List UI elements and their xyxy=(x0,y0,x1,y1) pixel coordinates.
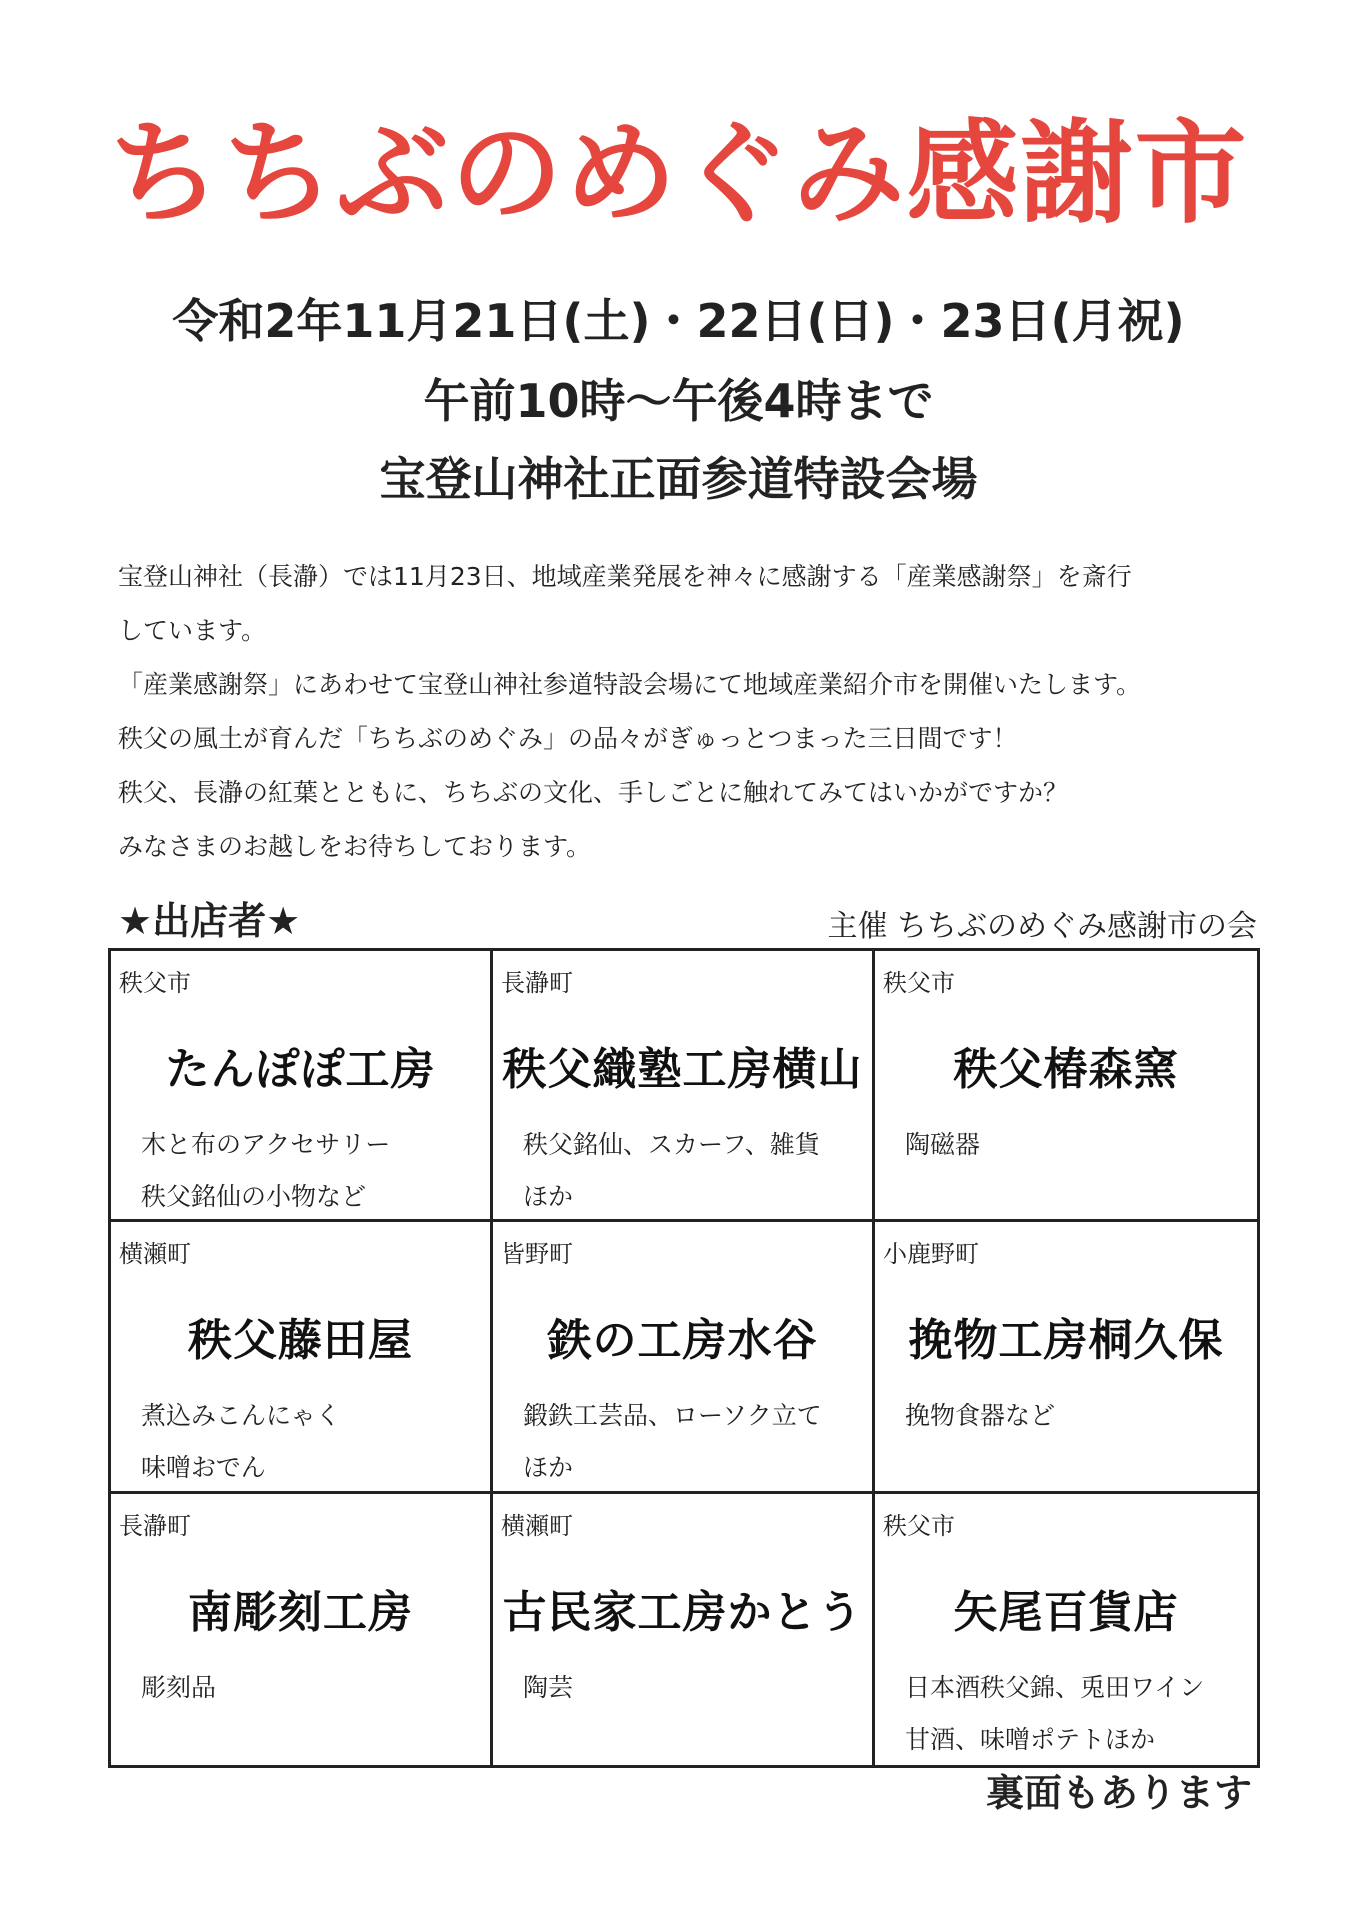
exhibitor-cell xyxy=(875,951,1257,1222)
description-line: 宝登山神社（長瀞）では11月23日、地域産業発展を神々に感謝する「産業感謝祭」を斎行 xyxy=(118,562,1132,591)
exhibitor-town: 秩父市 xyxy=(119,969,191,997)
exhibitor-name: 鉄の工房水谷 xyxy=(547,1315,818,1367)
exhibitor-desc-line: 煮込みこんにゃく xyxy=(141,1401,341,1431)
exhibitor-cell xyxy=(875,1222,1257,1493)
exhibitor-desc xyxy=(141,1662,216,1714)
exhibitor-town: 横瀬町 xyxy=(501,1511,573,1540)
exhibitor-name: 秩父織塾工房横山 xyxy=(502,1044,863,1095)
description-line: 秩父、長瀞の紅葉とともに、ちちぶの文化、手しごとに触れてみてはいかがですか？ xyxy=(118,778,1069,807)
exhibitor-desc xyxy=(905,1662,1204,1765)
exhibitor-desc xyxy=(141,1119,390,1222)
exhibitor-desc-line: 秩父銘仙、スカーフ、雑貨 xyxy=(523,1130,820,1159)
exhibitor-town: 秩父市 xyxy=(883,969,955,997)
exhibitor-desc-line: 挽物食器など xyxy=(905,1401,1056,1431)
exhibitor-town: 横瀬町 xyxy=(119,1240,191,1269)
exhibitor-desc-line: 甘酒、味噌ポテトほか xyxy=(905,1724,1156,1754)
event-venue: 宝登山神社正面参道特設会場 xyxy=(379,452,978,506)
exhibitor-desc xyxy=(523,1119,820,1222)
description-line: 「産業感謝祭」にあわせて宝登山神社参道特設会場にて地域産業紹介市を開催いたします。 xyxy=(118,670,1142,699)
exhibitor-desc-line: 木と布のアクセサリー xyxy=(141,1130,391,1159)
exhibitor-table xyxy=(108,948,1260,1768)
description-line: しています。 xyxy=(118,616,267,645)
exhibitor-cell xyxy=(493,1222,875,1493)
exhibitor-town: 皆野町 xyxy=(501,1240,573,1269)
exhibitor-name: 挽物工房桐久保 xyxy=(908,1315,1224,1367)
exhibitor-name: 秩父藤田屋 xyxy=(188,1315,413,1367)
exhibitor-desc-line: 味噌おでん xyxy=(141,1453,266,1483)
exhibitor-desc-line: 秩父銘仙の小物など xyxy=(141,1182,367,1211)
exhibitor-desc-line: 日本酒秩父錦、兎田ワイン xyxy=(905,1672,1205,1702)
event-time: 午前10時～午後4時まで xyxy=(423,374,934,428)
exhibitor-cell xyxy=(111,1222,493,1493)
exhibitor-name: たんぽぽ工房 xyxy=(165,1044,436,1095)
exhibitor-desc-line: ほか xyxy=(523,1182,574,1211)
exhibitor-town: 長瀞町 xyxy=(119,1511,191,1540)
description xyxy=(118,550,1268,874)
exhibitor-name: 矢尾百貨店 xyxy=(953,1586,1179,1638)
event-date: 令和2年11月21日(土)・22日(日)・23日(月祝) xyxy=(172,294,1185,348)
exhibitor-desc-line: 陶芸 xyxy=(523,1672,574,1702)
exhibitor-desc xyxy=(523,1662,573,1714)
exhibitor-cell xyxy=(493,1494,875,1765)
exhibitor-desc-line: ほか xyxy=(523,1453,574,1483)
description-line: みなさまのお越しをお待ちしております。 xyxy=(118,832,592,861)
exhibitor-cell xyxy=(111,951,493,1222)
exhibitor-town: 秩父市 xyxy=(883,1511,955,1540)
back-side-note: 裏面もあります xyxy=(985,1771,1252,1815)
exhibitor-cell xyxy=(111,1494,493,1765)
exhibitor-name: 南彫刻工房 xyxy=(188,1586,413,1638)
exhibitor-cell xyxy=(493,951,875,1222)
exhibitor-name: 古民家工房かとう xyxy=(502,1586,863,1638)
exhibitor-desc-line: 彫刻品 xyxy=(141,1672,217,1702)
exhibitor-desc xyxy=(523,1390,822,1493)
exhibitor-name: 秩父椿森窯 xyxy=(953,1044,1179,1095)
exhibitor-desc-line: 陶磁器 xyxy=(905,1130,981,1159)
organizer: 主催 ちちぶのめぐみ感謝市の会 xyxy=(827,909,1257,944)
page-title: ちちぶのめぐみ感謝市 xyxy=(108,109,1249,239)
exhibitor-desc xyxy=(141,1390,341,1493)
exhibitor-town: 小鹿野町 xyxy=(883,1240,979,1269)
description-line: 秩父の風土が育んだ「ちちぶのめぐみ」の品々がぎゅっとつまった三日間です！ xyxy=(118,724,1018,753)
exhibitor-desc xyxy=(905,1390,1055,1442)
exhibitor-town: 長瀞町 xyxy=(501,969,573,997)
exhibitors-heading: ★出店者★ xyxy=(118,899,301,943)
exhibitor-desc-line: 鍛鉄工芸品、ローソク立て xyxy=(523,1401,822,1431)
exhibitor-cell xyxy=(875,1494,1257,1765)
exhibitor-desc xyxy=(905,1119,980,1171)
